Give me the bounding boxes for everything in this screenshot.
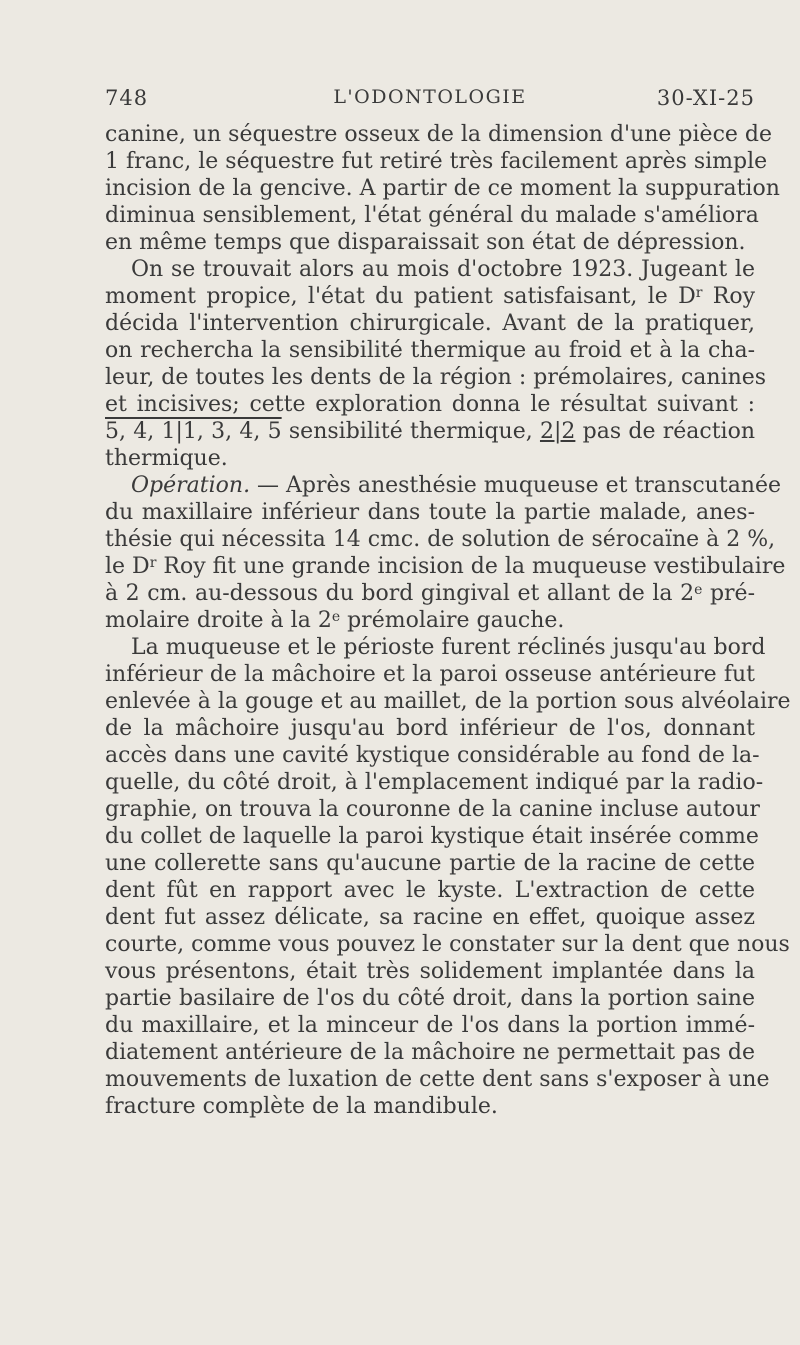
dental-formula-upper: 5, 4, 1|1, 3, 4, 5 — [105, 419, 282, 444]
text-line: enlevée à la gouge et au maillet, de la portion sous alvéolaire — [105, 689, 791, 714]
page-number: 748 — [105, 86, 149, 110]
text-run: — Après anesthésie muqueuse et transcutanée — [250, 473, 782, 498]
text-line: on rechercha la sensibilité thermique au froid et à la cha- — [105, 338, 755, 363]
text-line: thermique. — [105, 446, 228, 471]
body-text — [105, 121, 791, 1120]
text-line — [105, 472, 782, 499]
journal-title: L'ODONTOLOGIE — [333, 86, 527, 108]
text-line: en même temps que disparaissait son état de dépression. — [105, 230, 746, 255]
text-line: du maxillaire, et la minceur de l'os dans la portion immé- — [105, 1013, 755, 1038]
text-line: dent fût en rapport avec le kyste. L'extraction de cette — [105, 878, 755, 903]
text-run: molaire droite à la 2 — [105, 608, 332, 633]
text-line: dent fut assez délicate, sa racine en effet, quoique assez — [105, 905, 755, 930]
text-run: Roy fit une grande incision de la muqueuse vestibulaire — [156, 554, 786, 579]
superscript: e — [694, 582, 703, 598]
text-line: thésie qui nécessita 14 cmc. de solution de sérocaïne à 2 %, — [105, 527, 776, 552]
superscript: e — [331, 609, 341, 625]
text-line: partie basilaire de l'os du côté droit, dans la portion saine — [105, 986, 755, 1011]
text-line: vous présentons, était très solidement implantée dans la — [105, 959, 755, 984]
text-line: une collerette sans qu'aucune partie de la racine de cette — [105, 851, 755, 876]
text-line: courte, comme vous pouvez le constater sur la dent que nous — [105, 932, 790, 957]
text-line: inférieur de la mâchoire et la paroi osseuse antérieure fut — [105, 662, 755, 687]
text-line: diminua sensiblement, l'état général du malade s'améliora — [105, 203, 759, 228]
text-run: à 2 cm. au-dessous du bord gingival et allant de la 2 — [105, 581, 695, 606]
text-run: sensibilité thermique, — [281, 419, 540, 444]
text-line: graphie, on trouva la couronne de la canine incluse autour — [105, 797, 760, 822]
text-line: et incisives; cette exploration donna le résultat suivant : — [105, 392, 755, 417]
text-line: On se trouvait alors au mois d'octobre 1923. Jugeant le — [131, 257, 755, 282]
text-run: le D — [105, 554, 150, 579]
text-line — [105, 553, 786, 580]
text-line — [105, 607, 755, 634]
text-line: La muqueuse et le périoste furent réclinés jusqu'au bord — [131, 635, 766, 660]
text-run: moment propice, l'état du patient satisfaisant, le D — [105, 284, 696, 309]
text-line: incision de la gencive. A partir de ce moment la suppuration — [105, 176, 780, 201]
text-line: décida l'intervention chirurgicale. Avant de la pratiquer, — [105, 311, 755, 336]
text-line: du maxillaire inférieur dans toute la partie malade, anes- — [105, 500, 755, 525]
dental-formula-lower: 2|2 — [539, 419, 576, 444]
text-run: pré- — [702, 581, 755, 606]
text-line: fracture complète de la mandibule. — [105, 1094, 498, 1119]
running-header — [105, 86, 755, 116]
text-line: canine, un séquestre osseux de la dimension d'une pièce de — [105, 122, 773, 147]
text-line — [105, 418, 755, 445]
text-line: accès dans une cavité kystique considérable au fond de la- — [105, 743, 760, 768]
text-line: 1 franc, le séquestre fut retiré très facilement après simple — [105, 149, 768, 174]
text-line: quelle, du côté droit, à l'emplacement indiqué par la radio- — [105, 770, 764, 795]
issue-date: 30-XI-25 — [656, 86, 755, 110]
superscript: r — [149, 555, 157, 571]
text-line: mouvements de luxation de cette dent sans s'exposer à une — [105, 1067, 770, 1092]
text-line — [105, 283, 755, 310]
superscript: r — [695, 285, 703, 301]
text-run: Roy — [702, 284, 755, 309]
text-run: prémolaire gauche. — [340, 608, 565, 633]
section-heading: Opération. — [131, 473, 251, 498]
text-line: diatement antérieure de la mâchoire ne permettait pas de — [105, 1040, 755, 1065]
text-line — [105, 580, 755, 607]
text-run: pas de réaction — [575, 419, 755, 444]
text-line: du collet de laquelle la paroi kystique était insérée comme — [105, 824, 759, 849]
text-line: leur, de toutes les dents de la région : prémolaires, canines — [105, 365, 767, 390]
text-line: de la mâchoire jusqu'au bord inférieur de l'os, donnant — [105, 716, 755, 741]
